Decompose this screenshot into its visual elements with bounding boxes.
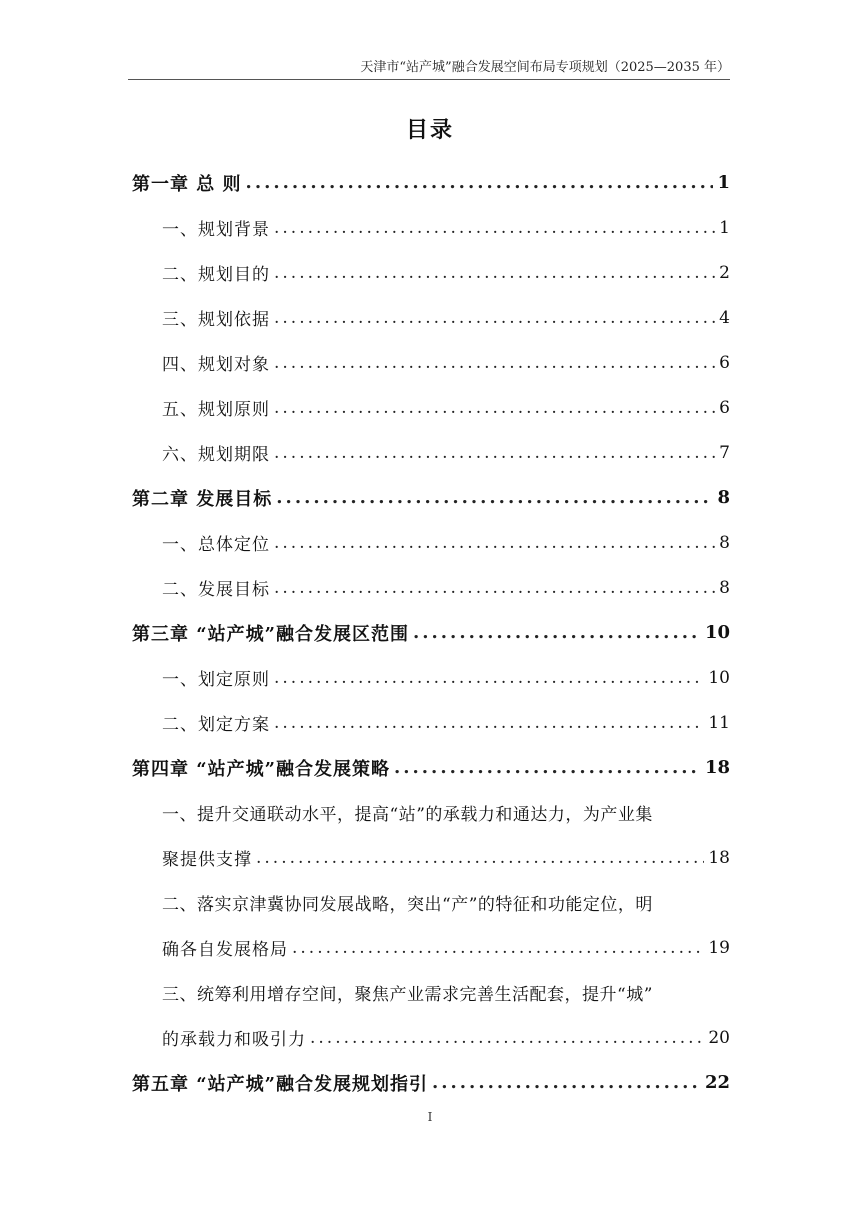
running-header: 天津市“站产城”融合发展空间布局专项规划（2025—2035 年） [128,57,730,80]
toc-entry-ch3[interactable]: 第三章 “站产城”融合发展区范围 ..... 10 [132,610,730,655]
toc-entry-3-2[interactable]: 二、划定方案 ..... 11 [132,700,730,745]
toc-entry-4-2-line1[interactable]: 二、落实京津冀协同发展战略，突出“产”的特征和功能定位，明 [162,895,653,915]
toc-entry-2-2[interactable]: 二、发展目标 ..... 8 [132,565,730,610]
toc-entry-1-5[interactable]: 五、规划原则 ..... 6 [132,385,730,430]
toc-entry-4-3-line1[interactable]: 三、统筹利用增存空间，聚焦产业需求完善生活配套，提升“城” [162,985,653,1005]
toc-entry-ch1[interactable]: 第一章 总 则 ..... 1 [132,160,730,205]
toc-entry-ch5[interactable]: 第五章 “站产城”融合发展规划指引 ..... 22 [132,1060,730,1105]
toc-entry-1-6[interactable]: 六、规划期限 ..... 7 [132,430,730,475]
toc-entry-4-2-line2[interactable]: 确各自发展格局 ..... 19 [132,925,730,970]
toc-entry-3-1[interactable]: 一、划定原则 ..... 10 [132,655,730,700]
toc-entry-1-3[interactable]: 三、规划依据 ..... 4 [132,295,730,340]
toc-entry-1-1[interactable]: 一、规划背景 ..... 1 [132,205,730,250]
toc-entry-1-2[interactable]: 二、规划目的 ..... 2 [132,250,730,295]
toc-entry-ch2[interactable]: 第二章 发展目标 ..... 8 [132,475,730,520]
table-of-contents [132,160,730,1105]
toc-title: 目录 [405,117,454,143]
page-number: I [427,1110,433,1124]
toc-entry-ch4[interactable]: 第四章 “站产城”融合发展策略 ..... 18 [132,745,730,790]
toc-entry-4-1-line1[interactable]: 一、提升交通联动水平，提高“站”的承载力和通达力，为产业集 [162,805,653,825]
toc-entry-2-1[interactable]: 一、总体定位 ..... 8 [132,520,730,565]
toc-entry-4-3-line2[interactable]: 的承载力和吸引力 ..... 20 [132,1015,730,1060]
toc-entry-1-4[interactable]: 四、规划对象 ..... 6 [132,340,730,385]
toc-entry-4-1-line2[interactable]: 聚提供支撑 ..... 18 [132,835,730,880]
